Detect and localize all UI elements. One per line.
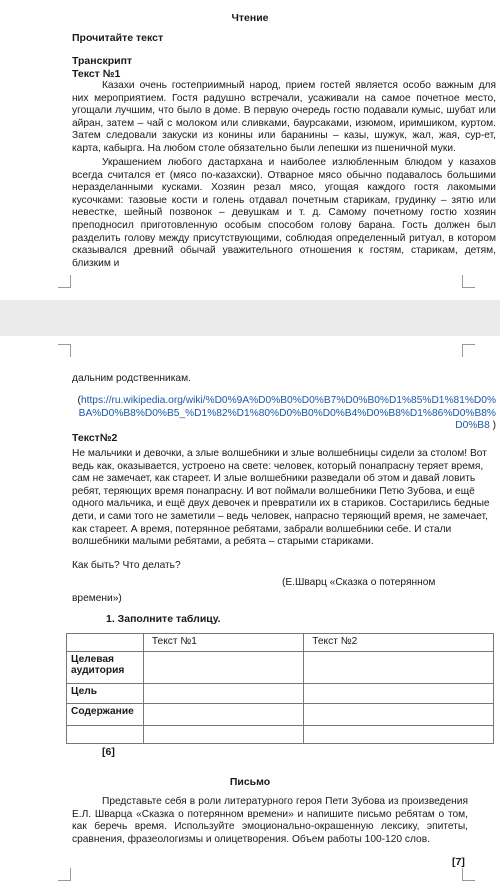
table-header-row	[67, 634, 494, 652]
score-task-2: [7]	[452, 856, 465, 868]
row-label	[67, 726, 144, 744]
row-label: Содержание	[67, 704, 144, 726]
table-answer-cell[interactable]	[143, 726, 303, 744]
row-label: Цель	[67, 684, 144, 704]
table-row	[67, 726, 494, 744]
text2-body: Не мальчики и девочки, а злые волшебники и злые волшебницы сидели за столом! Вот ведь как, оказывается, устроено на свете: человек, который понапрасну теряет время, сам не замечает, как стареет. И злые волшебники разведали об этом и давай ловить ребят, теряющих время понапрасну. И вот поймали волшебники Петю Зубова, и ещё одного мальчика, и ещё двух девочек и превратили их в стариков. Состарились бедные дети, и сами того не заметили – ведь человек, напрасно теряющий время, не замечает, как стареет. А время, потерянное ребятами, забрали волшебники себе. И стали волшебники малыми ребятами, а ребята – старыми стариками.	[72, 448, 490, 548]
page-corner-mark	[462, 868, 475, 881]
text2-question: Как быть? Что делать?	[72, 560, 181, 571]
transcript-label: Транскрипт	[72, 55, 133, 67]
table-answer-cell[interactable]	[143, 704, 303, 726]
attribution: (Е.Шварц «Сказка о потерянном	[282, 577, 436, 588]
row-label: Целевая аудитория	[67, 652, 144, 684]
writing-heading: Письмо	[229, 776, 271, 788]
table-answer-cell[interactable]	[304, 704, 494, 726]
table-answer-cell[interactable]	[143, 684, 303, 704]
text1-label: Текст №1	[72, 68, 121, 80]
link-close-paren: )	[489, 420, 496, 432]
table-corner-cell	[67, 634, 144, 652]
wikipedia-link[interactable]: https://ru.wikipedia.org/wiki/%D0%9A%D0%B0%D0%B7%D0%B0%D1%85%D1%81%D0%BA%D0%B8%D0%B5_%D1%82%D1%80%D0%B0%D0%B4%D0%B8%D1%86%D0%B8%D0%B8	[78, 395, 496, 432]
text1-paragraph-2: Украшением любого дастархана и наиболее излюбленным блюдом у казахов всегда считался ет (мясо по-казахски). Отварное мясо обычно подавалось большими неразделанными кусками. Хозяин резал мясо, угощая каждого гостя лакомыми кусочками: тазовые кости и голень отдавал почетным старикам, грудинку – зятю или невестке, шейный позвонок – девушкам и т. д. Самому почетному гостю хозяин преподносил приготовленную особым способом голову барана. Гость должен был разделить голову между присутствующими, соблюдая определенный ритуал, в котором сказывался древний обычай уважительного отношения к гостям, старикам, детям, близким и	[72, 157, 496, 269]
text2-label: Текст№2	[72, 432, 118, 444]
comparison-table	[66, 633, 494, 744]
table-answer-cell[interactable]	[304, 652, 494, 684]
page-corner-mark	[462, 275, 475, 288]
table-answer-cell[interactable]	[304, 684, 494, 704]
attribution-continued: времени»)	[72, 593, 122, 604]
table-header-cell: Текст №1	[143, 634, 303, 652]
table-answer-cell[interactable]	[304, 726, 494, 744]
writing-task: Представьте себя в роли литературного героя Пети Зубова из произведения Е.Л. Шварца «Сказка о потерянном времени» и напишите письмо ребятам о том, как беречь время. Используйте эмоционально-окрашенную лексику, эпитеты, сравнения, фразеологизмы и олицетворения. Объем работы 100-120 слов.	[72, 796, 468, 845]
table-row	[67, 684, 494, 704]
table-answer-cell[interactable]	[143, 652, 303, 684]
link-open-paren: (	[77, 395, 81, 406]
score-task-1: [6]	[102, 746, 115, 758]
page-corner-mark	[58, 344, 71, 357]
text1-paragraph-1: Казахи очень гостеприимный народ, прием гостей является особо важным для них мероприятием. Гостя радушно встречали, усаживали на самое почетное место, угощали лучшим, что было в доме. В первую очередь гостю подавали кумыс, шубат или айран, затем – чай с молоком или сливками, баурсаками, изюмом, иримшиком, куртом. Затем следовали закуски из конины или баранины – казы, шужук, жал, жая, сур-ет, карта, кабырга. На любом столе обязательно были лепешки из пшеничной муки.	[72, 80, 496, 154]
page-separator	[0, 300, 500, 336]
instruction: Прочитайте текст	[72, 32, 164, 44]
table-row	[67, 704, 494, 726]
text1-continuation: дальним родственникам.	[72, 373, 191, 384]
page-corner-mark	[462, 344, 475, 357]
task-1-title: 1. Заполните таблицу.	[106, 613, 221, 625]
reading-heading: Чтение	[231, 12, 269, 24]
source-link-block	[72, 395, 496, 433]
table-header-cell: Текст №2	[304, 634, 494, 652]
page-corner-mark	[58, 275, 71, 288]
page-corner-mark	[58, 868, 71, 881]
table-row	[67, 652, 494, 684]
